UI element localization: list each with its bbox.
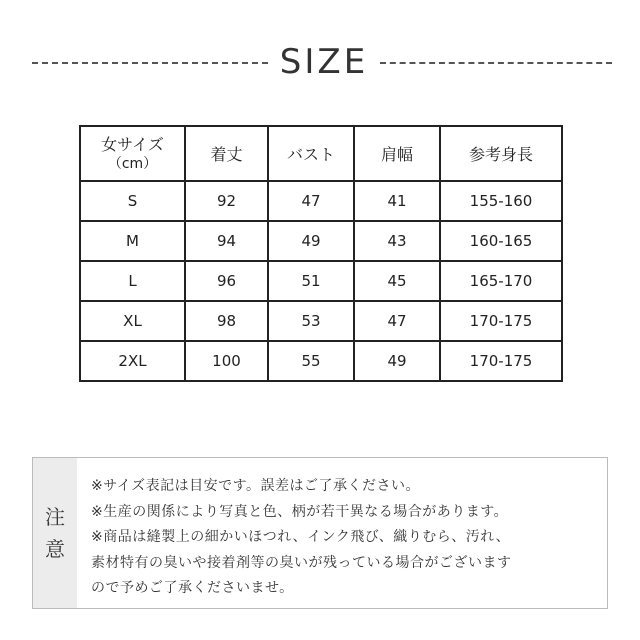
height-cell: 165-170 [440,261,562,301]
bust-cell: 49 [268,221,354,261]
notice-line: ※生産の関係により写真と色、柄が若干異なる場合があります。 [91,503,509,520]
notice-label-char: 意 [45,537,65,561]
size-cell: L [80,261,185,301]
length-cell: 98 [185,301,268,341]
height-cell: 155-160 [440,181,562,221]
shoulder-cell: 43 [354,221,440,261]
size-column-header [80,126,185,181]
length-cell: 100 [185,341,268,381]
height-cell: 160-165 [440,221,562,261]
shoulder-cell: 41 [354,181,440,221]
column-header-length: 着丈 [185,126,268,181]
notice-label-char: 注 [45,505,65,529]
size-table [79,125,563,382]
size-cell: 2XL [80,341,185,381]
notice-text [91,474,599,602]
size-column-header-label: 女サイズ [101,134,164,154]
bust-cell: 55 [268,341,354,381]
height-cell: 170-175 [440,301,562,341]
notice-box [32,457,608,609]
bust-cell: 51 [268,261,354,301]
table-header-row [80,126,562,181]
table-row [80,221,562,261]
column-header-height: 参考身長 [440,126,562,181]
length-cell: 94 [185,221,268,261]
bust-cell: 53 [268,301,354,341]
table-row [80,261,562,301]
length-cell: 96 [185,261,268,301]
size-cell: M [80,221,185,261]
notice-label [33,458,77,608]
column-header-shoulder: 肩幅 [354,126,440,181]
table-row [80,341,562,381]
notice-line: ので予めご了承くださいませ。 [91,580,294,596]
dashed-divider-right [380,62,612,64]
shoulder-cell: 45 [354,261,440,301]
shoulder-cell: 49 [354,341,440,381]
size-header [0,40,640,84]
dashed-divider-left [32,62,268,64]
notice-line: ※サイズ表記は目安です。誤差はご了承ください。 [91,478,420,494]
size-cell: XL [80,301,185,341]
table-row [80,181,562,221]
size-title: SIZE [279,42,369,82]
size-column-header-unit: （cm） [107,155,158,172]
notice-line: 素材特有の臭いや接着剤等の臭いが残っている場合がございます [91,554,512,571]
shoulder-cell: 47 [354,301,440,341]
height-cell: 170-175 [440,341,562,381]
table-row [80,301,562,341]
bust-cell: 47 [268,181,354,221]
length-cell: 92 [185,181,268,221]
size-cell: S [80,181,185,221]
notice-line: ※商品は縫製上の細かいほつれ、インク飛び、織りむら、汚れ、 [91,529,511,545]
column-header-bust: バスト [268,126,354,181]
